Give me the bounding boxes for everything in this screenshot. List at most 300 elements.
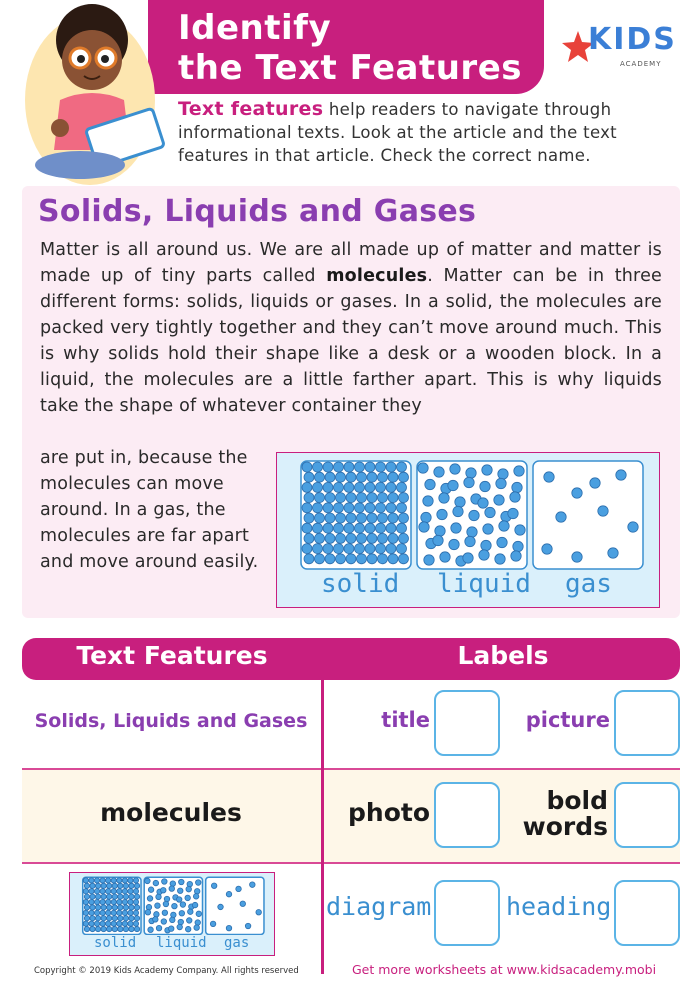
molecule xyxy=(304,513,314,523)
molecule xyxy=(83,910,88,915)
molecule xyxy=(397,523,407,533)
molecule xyxy=(323,523,333,533)
molecule xyxy=(315,472,325,482)
molecule xyxy=(95,905,100,910)
kids-academy-logo xyxy=(558,20,678,80)
molecule xyxy=(556,512,566,522)
feature-title-sample: Solids, Liquids and Gases xyxy=(34,710,308,732)
molecule xyxy=(95,926,100,931)
molecule xyxy=(357,533,367,543)
molecule xyxy=(313,544,323,554)
article-text-part1: Matter is all around us. We are all made up of matter and matter is made up of tiny parts called xyxy=(40,240,662,286)
molecule xyxy=(325,513,335,523)
molecule xyxy=(465,536,475,546)
molecule xyxy=(84,916,89,921)
molecule xyxy=(315,533,325,543)
molecule xyxy=(118,894,123,899)
molecule xyxy=(421,512,431,522)
molecule xyxy=(302,503,312,513)
molecule xyxy=(129,894,134,899)
molecule xyxy=(118,883,123,888)
molecule xyxy=(485,507,495,517)
molecule xyxy=(388,472,398,482)
molecule xyxy=(179,911,185,917)
molecule xyxy=(386,462,396,472)
molecule xyxy=(464,477,474,487)
molecule xyxy=(250,882,256,888)
molecule xyxy=(365,523,375,533)
molecule xyxy=(134,905,139,910)
molecule xyxy=(128,878,133,883)
molecule xyxy=(111,899,116,904)
molecule xyxy=(89,921,94,926)
molecule xyxy=(133,910,138,915)
molecule xyxy=(344,523,354,533)
molecule xyxy=(100,878,105,883)
molecule xyxy=(89,910,94,915)
molecule xyxy=(451,523,461,533)
molecule xyxy=(112,916,117,921)
row-divider xyxy=(22,862,680,864)
molecule xyxy=(510,492,520,502)
checkbox-bold-words[interactable] xyxy=(614,782,680,848)
molecule xyxy=(304,493,314,503)
molecule xyxy=(128,921,133,926)
molecule xyxy=(90,894,95,899)
molecule xyxy=(178,919,184,925)
row-divider xyxy=(22,768,680,770)
molecule xyxy=(376,482,386,492)
molecule xyxy=(193,894,199,900)
molecule xyxy=(89,878,94,883)
states-of-matter-diagram xyxy=(276,452,660,608)
feature-bold-sample: molecules xyxy=(100,798,242,827)
molecule xyxy=(424,555,434,565)
checkbox-title[interactable] xyxy=(434,690,500,756)
molecule xyxy=(346,554,356,564)
logo-kids-text: KIDS xyxy=(588,22,677,57)
molecule xyxy=(169,886,175,892)
molecule xyxy=(598,506,608,516)
checkbox-heading[interactable] xyxy=(614,880,680,946)
molecule xyxy=(397,462,407,472)
molecule xyxy=(355,462,365,472)
molecule xyxy=(346,472,356,482)
checkbox-diagram[interactable] xyxy=(434,880,500,946)
mini-label-solid: solid xyxy=(94,935,137,951)
mini-label-liquid: liquid xyxy=(156,935,207,951)
molecule xyxy=(325,472,335,482)
molecule xyxy=(111,878,116,883)
molecule xyxy=(544,472,554,482)
molecule xyxy=(112,894,117,899)
molecule xyxy=(133,921,138,926)
molecule xyxy=(218,904,224,910)
molecule xyxy=(177,924,183,930)
molecule xyxy=(304,533,314,543)
molecule xyxy=(323,544,333,554)
molecule xyxy=(83,889,88,894)
molecule xyxy=(162,879,168,885)
article-bold-word: molecules xyxy=(326,266,428,286)
molecule xyxy=(365,544,375,554)
molecule xyxy=(162,910,168,916)
molecule xyxy=(90,926,95,931)
molecule xyxy=(133,899,138,904)
molecule xyxy=(378,513,388,523)
molecule xyxy=(122,899,127,904)
molecule xyxy=(388,533,398,543)
molecule xyxy=(494,495,504,505)
molecule xyxy=(325,554,335,564)
molecule xyxy=(129,883,134,888)
molecule xyxy=(386,523,396,533)
article-paragraph-continued: are put in, because the molecules can move around. In a gas, the molecules are far apart and move around easily. xyxy=(40,448,259,572)
molecule xyxy=(194,889,200,895)
molecule xyxy=(480,481,490,491)
molecule xyxy=(134,916,139,921)
molecule xyxy=(336,554,346,564)
molecule xyxy=(388,493,398,503)
checkbox-photo[interactable] xyxy=(434,782,500,848)
molecule xyxy=(128,889,133,894)
molecule xyxy=(336,472,346,482)
instructions xyxy=(178,98,678,167)
molecule xyxy=(334,462,344,472)
article-paragraph xyxy=(40,237,662,419)
mini-label-gas: gas xyxy=(224,935,250,951)
molecule xyxy=(357,513,367,523)
molecule xyxy=(101,916,106,921)
molecule xyxy=(154,912,160,918)
molecule xyxy=(196,880,202,886)
molecule xyxy=(240,901,246,907)
molecule xyxy=(170,881,176,887)
molecule xyxy=(133,889,138,894)
molecule xyxy=(397,544,407,554)
molecule xyxy=(315,554,325,564)
molecule xyxy=(180,902,186,908)
molecule xyxy=(117,878,122,883)
molecule xyxy=(112,883,117,888)
molecule xyxy=(386,503,396,513)
molecule xyxy=(344,544,354,554)
molecule xyxy=(134,926,139,931)
molecule xyxy=(449,539,459,549)
molecule xyxy=(433,535,443,545)
molecule xyxy=(107,905,112,910)
molecule xyxy=(111,910,116,915)
molecule xyxy=(478,498,488,508)
molecule xyxy=(572,552,582,562)
molecule xyxy=(357,554,367,564)
molecule xyxy=(302,482,312,492)
molecule xyxy=(334,523,344,533)
instructions-text: help readers to navigate through informational texts. Look at the article and the text features in that article. Check the correct name. xyxy=(178,100,617,165)
molecule xyxy=(346,513,356,523)
molecule xyxy=(84,905,89,910)
molecule xyxy=(590,478,600,488)
molecule xyxy=(336,513,346,523)
molecule xyxy=(83,878,88,883)
molecule xyxy=(94,878,99,883)
molecule xyxy=(378,533,388,543)
molecule xyxy=(122,921,127,926)
molecule xyxy=(123,926,128,931)
molecule xyxy=(469,510,479,520)
molecule xyxy=(388,554,398,564)
column-divider xyxy=(321,638,324,974)
molecule xyxy=(118,916,123,921)
molecule xyxy=(483,524,493,534)
molecule xyxy=(437,509,447,519)
header-labels: Labels xyxy=(457,641,549,670)
molecule xyxy=(145,909,151,915)
molecule xyxy=(397,482,407,492)
molecule xyxy=(134,883,139,888)
molecule xyxy=(313,503,323,513)
molecule xyxy=(83,921,88,926)
molecule xyxy=(357,472,367,482)
molecule xyxy=(513,541,523,551)
molecule xyxy=(161,919,167,925)
molecule xyxy=(397,503,407,513)
label-bold-words: bold words xyxy=(522,786,608,841)
molecule xyxy=(496,478,506,488)
molecule xyxy=(334,544,344,554)
molecule xyxy=(336,533,346,543)
molecule xyxy=(179,879,185,885)
molecule xyxy=(117,899,122,904)
molecule xyxy=(499,521,509,531)
molecule xyxy=(168,926,174,932)
molecule xyxy=(323,462,333,472)
molecule xyxy=(107,883,112,888)
molecule xyxy=(367,472,377,482)
molecule xyxy=(386,482,396,492)
molecule xyxy=(196,911,202,917)
molecule xyxy=(497,537,507,547)
molecule xyxy=(608,548,618,558)
molecule xyxy=(122,889,127,894)
molecule xyxy=(628,522,638,532)
molecule xyxy=(334,503,344,513)
molecule xyxy=(344,503,354,513)
molecule xyxy=(122,878,127,883)
molecule xyxy=(479,550,489,560)
molecule xyxy=(419,522,429,532)
molecule xyxy=(83,899,88,904)
molecule xyxy=(302,462,312,472)
molecule xyxy=(378,554,388,564)
molecule xyxy=(153,880,159,886)
molecule xyxy=(112,926,117,931)
molecule xyxy=(467,527,477,537)
molecule xyxy=(495,554,505,564)
molecule xyxy=(171,912,177,918)
molecule xyxy=(455,497,465,507)
label-picture: picture xyxy=(525,708,610,732)
molecule xyxy=(302,544,312,554)
molecule xyxy=(101,926,106,931)
molecule xyxy=(101,883,106,888)
molecule xyxy=(188,909,194,915)
molecule xyxy=(439,493,449,503)
molecule xyxy=(177,888,183,894)
molecule xyxy=(106,899,111,904)
molecule xyxy=(453,506,463,516)
molecule xyxy=(344,482,354,492)
molecule xyxy=(367,554,377,564)
molecule xyxy=(355,503,365,513)
molecule xyxy=(376,503,386,513)
molecule xyxy=(100,899,105,904)
molecule xyxy=(515,525,525,535)
molecule xyxy=(344,462,354,472)
molecule xyxy=(122,910,127,915)
molecule xyxy=(94,899,99,904)
molecule xyxy=(245,923,251,929)
molecule xyxy=(399,533,409,543)
molecule xyxy=(399,493,409,503)
molecule xyxy=(378,493,388,503)
molecule xyxy=(90,916,95,921)
molecule xyxy=(542,544,552,554)
molecule xyxy=(84,883,89,888)
molecule xyxy=(210,921,216,927)
molecule xyxy=(187,881,193,887)
molecule xyxy=(185,926,191,932)
molecule xyxy=(376,462,386,472)
molecule xyxy=(425,479,435,489)
article-text-part2: . Matter can be in three different forms: solids, liquids or gases. In a solid, the molecules are packed very tightly together and they can’t move around much. This is why solids hold their shape like a desk or a wooden block. In a liquid, the molecules are a little farther apart. This is why liquids take the shape of whatever container they xyxy=(40,266,663,416)
molecule xyxy=(511,551,521,561)
molecule xyxy=(388,513,398,523)
molecule xyxy=(399,554,409,564)
molecule xyxy=(128,910,133,915)
molecule xyxy=(226,891,232,897)
molecule xyxy=(164,896,170,902)
molecule xyxy=(111,889,116,894)
label-diagram: diagram xyxy=(326,892,432,921)
molecule xyxy=(117,921,122,926)
title-banner xyxy=(148,0,544,94)
molecule xyxy=(481,540,491,550)
molecule xyxy=(367,533,377,543)
molecule xyxy=(313,523,323,533)
molecule xyxy=(355,482,365,492)
molecule xyxy=(106,910,111,915)
molecule xyxy=(346,493,356,503)
molecule xyxy=(195,920,201,926)
molecule xyxy=(106,878,111,883)
molecule xyxy=(355,544,365,554)
molecule xyxy=(90,883,95,888)
molecule xyxy=(112,905,117,910)
diagram-label-gas: gas xyxy=(565,569,612,599)
molecule xyxy=(118,926,123,931)
molecule xyxy=(134,894,139,899)
molecule xyxy=(148,927,154,933)
molecule xyxy=(89,899,94,904)
molecule xyxy=(423,496,433,506)
molecule xyxy=(186,886,192,892)
molecule xyxy=(367,493,377,503)
molecule xyxy=(106,921,111,926)
molecule xyxy=(376,523,386,533)
molecule xyxy=(117,889,122,894)
molecule xyxy=(123,883,128,888)
molecule xyxy=(376,544,386,554)
molecule xyxy=(357,493,367,503)
header-text-features: Text Features xyxy=(76,641,268,670)
logo-academy-text: ACADEMY xyxy=(620,60,662,68)
molecule xyxy=(163,901,169,907)
molecule xyxy=(435,526,445,536)
molecule xyxy=(313,462,323,472)
molecule xyxy=(236,886,242,892)
diagram-label-solid: solid xyxy=(321,569,400,599)
molecule xyxy=(90,905,95,910)
molecule xyxy=(440,552,450,562)
molecule xyxy=(153,917,159,923)
molecule xyxy=(325,533,335,543)
molecule xyxy=(117,910,122,915)
molecule xyxy=(89,889,94,894)
molecule xyxy=(186,918,192,924)
more-worksheets-link[interactable]: Get more worksheets at www.kidsacademy.mobi xyxy=(352,962,657,977)
molecule xyxy=(128,899,133,904)
checkbox-picture[interactable] xyxy=(614,690,680,756)
molecule xyxy=(111,921,116,926)
molecule xyxy=(94,889,99,894)
molecule xyxy=(355,523,365,533)
molecule xyxy=(302,523,312,533)
molecule xyxy=(156,894,162,900)
mini-diagram-graphic xyxy=(70,873,276,935)
molecule xyxy=(95,883,100,888)
molecule xyxy=(129,926,134,931)
molecule xyxy=(434,467,444,477)
diagram-label-liquid: liquid xyxy=(437,569,531,599)
molecule xyxy=(95,894,100,899)
molecule xyxy=(147,896,153,902)
molecule xyxy=(482,465,492,475)
molecule xyxy=(94,921,99,926)
molecule xyxy=(123,916,128,921)
molecule xyxy=(399,513,409,523)
molecule xyxy=(100,910,105,915)
molecule xyxy=(323,482,333,492)
molecule xyxy=(148,887,154,893)
molecule xyxy=(304,554,314,564)
molecule xyxy=(226,925,232,931)
molecule xyxy=(129,916,134,921)
molecule xyxy=(84,894,89,899)
molecule xyxy=(107,916,112,921)
molecule xyxy=(101,905,106,910)
molecule xyxy=(386,544,396,554)
molecule xyxy=(146,904,152,910)
diagram-graphic xyxy=(277,453,661,573)
molecule xyxy=(133,878,138,883)
molecule xyxy=(211,883,217,889)
molecule xyxy=(463,553,473,563)
molecule xyxy=(100,921,105,926)
molecule xyxy=(498,469,508,479)
molecule xyxy=(365,482,375,492)
molecule xyxy=(616,470,626,480)
